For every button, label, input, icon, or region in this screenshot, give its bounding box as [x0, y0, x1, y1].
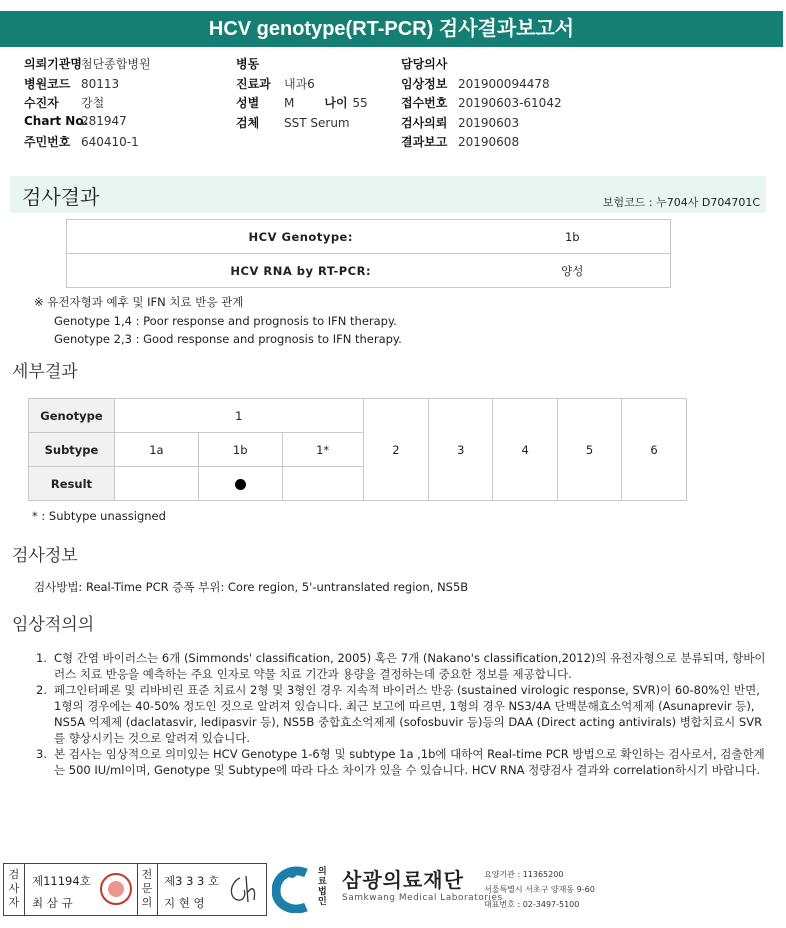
field-label: 수진자 [24, 96, 59, 110]
patient-info-col1 [24, 55, 151, 153]
note-line: Genotype 1,4 : Poor response and prognosis to IFN therapy. [54, 313, 397, 328]
genotype-cell: 2 [363, 399, 429, 501]
method-text: 검사방법: Real-Time PCR 증폭 부위: Core region, 5'-untranslated region, NS5B [34, 580, 469, 594]
field-value: 80113 [81, 76, 120, 91]
list-item [36, 650, 766, 682]
result-cell [198, 467, 282, 501]
list-item [36, 746, 766, 778]
field-value: 20190603 [458, 115, 520, 130]
item-number: 3. [36, 747, 47, 761]
age-value: 55 [352, 96, 368, 110]
report-title: HCV genotype(RT-PCR) 검사결과보고서 [0, 11, 783, 47]
org-english-name: Samkwang Medical Laboratories [342, 893, 503, 903]
svg-text:SML: SML [281, 889, 298, 897]
field-label: 검체 [236, 115, 260, 130]
item-text: 페그인터페론 및 리바비린 표준 치료시 2형 및 3형인 경우 지속적 바이러스 반응 (sustained virologic response, SVR)이 60-80%인 반면, 1형의 경우에는 40-50% 정도인 것으로 알려져 있습니다. 최근 보고에 따르면, 1형의 경우 NS3/4A 단백분해효소억제제 (Asunaprevir 등), NS5A 억제제 (daclatasvir, ledipasvir 등), NS5B 중합효소억제제 (sofosbuvir 등)등의 DAA (Direct acting antivirals) 병합치료시 SVR를 향상시키는 것으로 알려져 있습니다. [54, 683, 763, 745]
field-value: 내과6 [284, 76, 315, 91]
field-label: Chart No. [24, 113, 89, 128]
clinical-section-title: 임상적의의 [12, 615, 95, 635]
specialist-vertical-label: 전 문 의 [141, 868, 153, 909]
field-label: 성별 [236, 96, 260, 110]
field-label: 의뢰기관명 [24, 57, 82, 71]
contact-line: 서울특별시 서초구 양재동 9-60 [484, 885, 595, 894]
note-line: Genotype 2,3 : Good response and prognosis to IFN therapy. [54, 332, 402, 346]
summary-key: HCV Genotype: [67, 220, 475, 254]
summary-key: HCV RNA by RT-PCR: [67, 254, 475, 288]
insurance-code: 보험코드 : 누704사 D704701C [602, 196, 760, 209]
list-item [36, 682, 766, 746]
signature-icon [224, 872, 264, 908]
field-value: 첨단종합병원 [81, 57, 151, 71]
patient-info-col2 [236, 55, 368, 133]
item-number: 1. [36, 651, 47, 665]
org-name: 삼광의료재단 [342, 868, 464, 892]
result-cell [282, 467, 363, 501]
field-value: SST Serum [284, 115, 350, 130]
genotype-cell: 6 [622, 399, 687, 501]
field-value: 20190603-61042 [458, 96, 562, 110]
table-row [67, 254, 671, 288]
summary-value: 1b [475, 220, 671, 254]
report-footer [0, 863, 786, 918]
field-label: 검사의뢰 [401, 115, 448, 130]
examiner-vertical-label: 검 사 자 [8, 868, 20, 909]
org-contact [484, 867, 595, 912]
result-section-band [10, 176, 766, 213]
field-label: 주민번호 [24, 135, 71, 149]
result-marker-dot [235, 479, 246, 490]
field-value: 281947 [81, 113, 127, 128]
result-cell [114, 467, 198, 501]
field-label: 진료과 [236, 76, 271, 91]
summary-value: 양성 [475, 254, 671, 288]
field-value: 강철 [81, 96, 105, 110]
result-section-title: 검사결과 [22, 185, 100, 209]
genotype-cell: 4 [493, 399, 558, 501]
field-label: 임상정보 [401, 76, 448, 91]
genotype-cell: 5 [558, 399, 622, 501]
specialist-number: 제3 3 3 호 [164, 874, 220, 888]
field-label: 접수번호 [401, 96, 448, 110]
patient-info-col3 [401, 55, 562, 153]
examiner-name: 최 삼 규 [32, 896, 73, 910]
detail-section-title: 세부결과 [12, 362, 78, 382]
row-header-genotype: Genotype [29, 399, 115, 433]
clinical-list [36, 650, 766, 778]
item-text: C형 간염 바이러스는 6개 (Simmonds' classification, 2005) 혹은 7개 (Nakano's classification,2012)의 유전자형으로 분류되며, 항바이러스 치료 반응을 예측하는 주요 인자로 약물 치료 기간과 용량을 결정하는데 중요한 정보를 제공합니다. [54, 651, 766, 681]
contact-line: 요양기관 : 11365200 [484, 870, 564, 879]
specialist-name: 지 현 영 [164, 896, 205, 910]
field-label: 병원코드 [24, 76, 71, 91]
genotype-1-cell: 1 [114, 399, 363, 433]
contact-line: 대표번호 : 02-3497-5100 [484, 900, 580, 909]
method-section-title: 검사정보 [12, 546, 78, 566]
table-row [29, 399, 687, 433]
summary-table [66, 219, 671, 288]
field-value: M [284, 96, 295, 110]
item-number: 2. [36, 683, 47, 697]
table-row [67, 220, 671, 254]
sml-logo-icon [272, 865, 314, 913]
subtype-cell: 1a [114, 433, 198, 467]
seal-stamp [100, 873, 132, 905]
subtype-cell: 1b [198, 433, 282, 467]
signature-box [3, 863, 267, 916]
org-corp-label: 의료 법인 [318, 867, 327, 907]
age-label: 나이 [324, 96, 348, 110]
subtype-footnote: * : Subtype unassigned [32, 509, 166, 523]
note-title: ※ 유전자형과 예후 및 IFN 치료 반응 관계 [34, 295, 244, 309]
genotype-cell: 3 [429, 399, 493, 501]
genotype-table [28, 398, 687, 501]
field-value: 20190608 [458, 135, 520, 149]
field-label: 결과보고 [401, 135, 448, 149]
ifn-note [34, 293, 402, 349]
examiner-number: 제11194호 [32, 874, 91, 888]
row-header-result: Result [29, 467, 115, 501]
subtype-cell: 1* [282, 433, 363, 467]
field-label: 병동 [236, 57, 260, 71]
item-text: 본 검사는 임상적으로 의미있는 HCV Genotype 1-6형 및 subtype 1a ,1b에 대하여 Real-time PCR 방법으로 확인하는 검사로서, 검출한계는 500 IU/ml이며, Genotype 및 Subtype에 따라 다소 차이가 있을 수 있습니다. HCV RNA 정량검사 결과와 correlation하시기 바랍니다. [54, 747, 765, 777]
field-value: 640410-1 [81, 135, 139, 149]
field-label: 담당의사 [401, 57, 448, 71]
field-value: 201900094478 [458, 76, 550, 91]
row-header-subtype: Subtype [29, 433, 115, 467]
